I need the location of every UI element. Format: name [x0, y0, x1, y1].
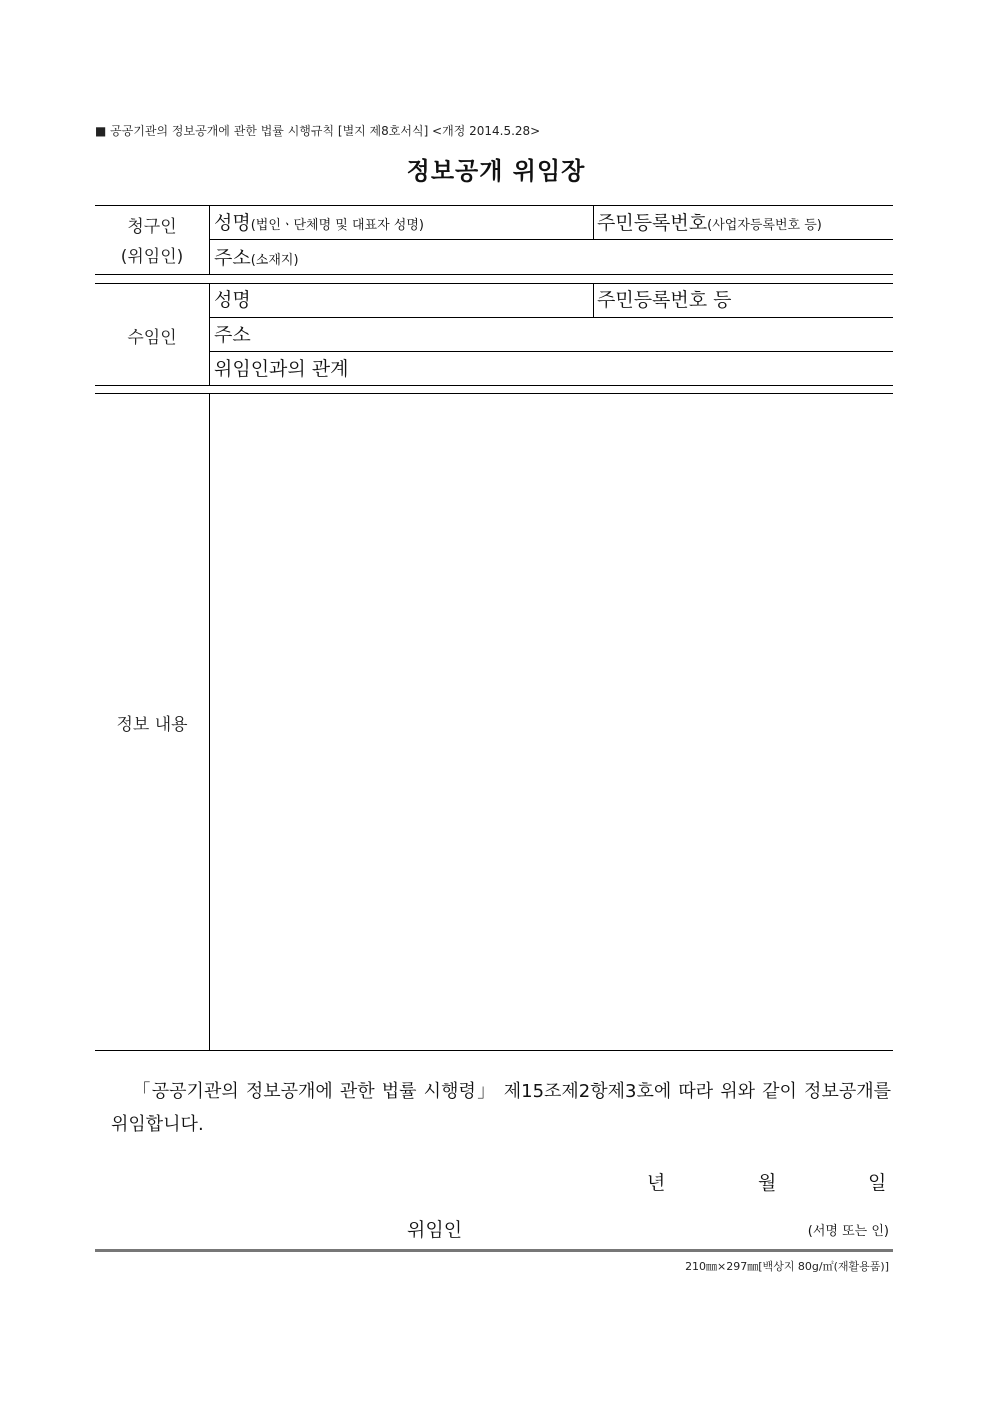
name-label: 성명	[214, 212, 251, 234]
name-note: (법인ㆍ단체명 및 대표자 성명)	[250, 218, 424, 233]
address-note: (소재지)	[250, 253, 299, 268]
delegate-label: 수임인	[127, 328, 177, 348]
year-label: 년	[647, 1172, 666, 1194]
info-content-area[interactable]	[214, 400, 884, 1040]
statement-text: 「공공기관의 정보공개에 관한 법률 시행령」 제15조제2항제3호에 따라 위와 같이 정보공개를 위임합니다.	[111, 1081, 891, 1135]
delegate-id-field[interactable]: 주민등록번호 등	[597, 289, 732, 311]
requester-name-field[interactable]	[214, 208, 424, 235]
day-label: 일	[868, 1172, 887, 1194]
id-label: 주민등록번호	[597, 212, 708, 234]
delegation-statement	[111, 1075, 891, 1141]
form-reference: ■ 공공기관의 정보공개에 관한 법률 시행규칙 [별지 제8호서식] <개정 2014.5.28>	[95, 124, 541, 138]
delegator-signature-label: 위임인	[407, 1219, 463, 1241]
month-label: 월	[758, 1172, 777, 1194]
requester-label: 청구인	[127, 217, 177, 237]
requester-id-field[interactable]	[597, 208, 822, 235]
paper-spec: 210㎜×297㎜[백상지 80g/㎡(재활용품)]	[685, 1260, 889, 1273]
address-label: 주소	[214, 247, 251, 269]
delegate-name-field[interactable]: 성명	[214, 289, 251, 311]
requester-address-field[interactable]	[214, 243, 299, 270]
document-title: 정보공개 위임장	[406, 157, 586, 185]
delegator-label: (위임인)	[120, 247, 184, 267]
delegate-address-field[interactable]: 주소	[214, 324, 251, 346]
id-note: (사업자등록번호 등)	[707, 218, 822, 233]
info-label: 정보 내용	[116, 715, 188, 735]
signature-note[interactable]: (서명 또는 인)	[807, 1224, 889, 1239]
delegate-relation-field[interactable]: 위임인과의 관계	[214, 358, 349, 380]
footer-rule	[95, 1249, 893, 1252]
